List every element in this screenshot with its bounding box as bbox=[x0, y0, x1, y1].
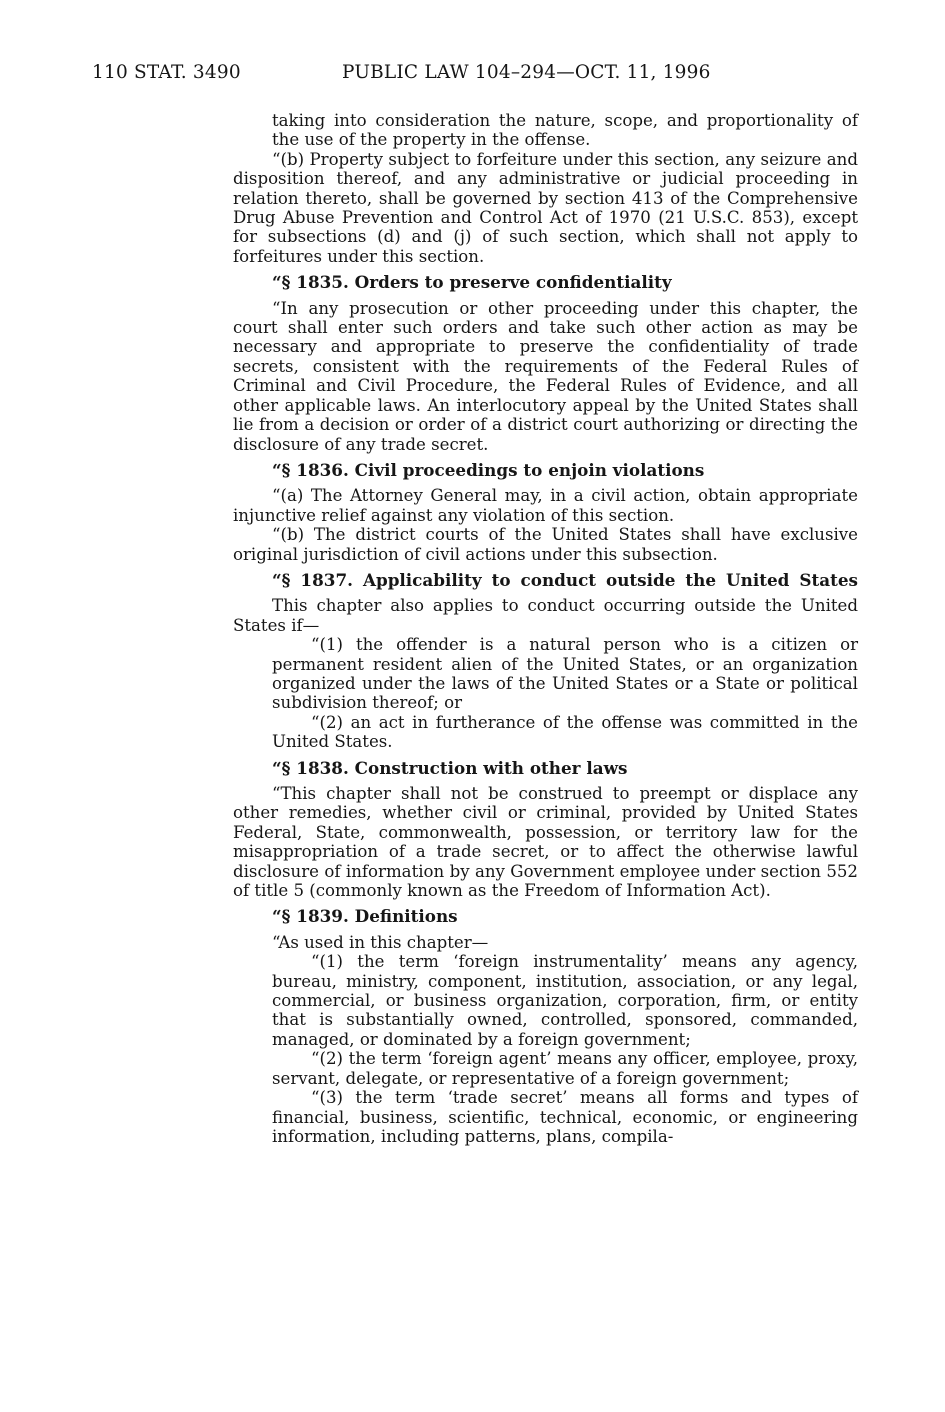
sec1836-b: “(b) The district courts of the United States shall have exclusive original jurisdiction of civil actions under this subsection. bbox=[233, 525, 858, 564]
sec1837-intro: This chapter also applies to conduct occurring outside the United States if— bbox=[233, 596, 858, 635]
sec1835-heading: “§ 1835. Orders to preserve confidentiality bbox=[272, 272, 672, 293]
sec1838-text: “This chapter shall not be construed to preempt or displace any other remedies, whether civil or criminal, provided by United States Federal, State, commonwealth, possession, or territory law for the misappropriation of a trade secret, or to affect the otherwise lawful disclosure of information by any Government employee under section 552 of title 5 (commonly known as the Freedom of Information Act). bbox=[233, 784, 858, 901]
sec1835-text: “In any prosecution or other proceeding under this chapter, the court shall enter such orders and take such other action as may be necessary and appropriate to preserve the confidentiality of trade secrets, consistent with the requirements of the Federal Rules of Criminal and Civil Procedure, the Federal Rules of Evidence, and all other applicable laws. An interlocutory appeal by the United States shall lie from a decision or order of a district court authorizing or directing the disclosure of any trade secret. bbox=[233, 298, 858, 454]
sec1836-heading: “§ 1836. Civil proceedings to enjoin violations bbox=[272, 459, 705, 480]
sec1834-b: “(b) Property subject to forfeiture under this section, any seizure and disposition thereof, and any administrative or judicial proceeding in relation thereto, shall be governed by section 413 of the Comprehensive Drug Abuse Prevention and Control Act of 1970 (21 U.S.C. 853), except for subsections (d) and (j) of such section, which shall not apply to forfeitures under this section. bbox=[233, 149, 858, 266]
public-law-citation: PUBLIC LAW 104–294—OCT. 11, 1996 bbox=[342, 62, 711, 83]
sec1839-para-3: “(3) the term ‘trade secret’ means all forms and types of financial, business, scientific, technical, economic, or engineering information, including patterns, plans, compila- bbox=[272, 1088, 858, 1146]
statute-body bbox=[233, 111, 858, 1146]
sec1839-para-2: “(2) the term ‘foreign agent’ means any officer, employee, proxy, servant, delegate, or representative of a foreign government; bbox=[272, 1049, 858, 1088]
page-header bbox=[92, 62, 852, 88]
sec1839-para-1: “(1) the term ‘foreign instrumentality’ means any agency, bureau, ministry, component, institution, association, or any legal, commercial, or business organization, corporation, firm, or entity that is substantially owned, controlled, sponsored, commanded, managed, or dominated by a foreign government; bbox=[272, 952, 858, 1049]
sec1837-para-2: “(2) an act in furtherance of the offense was committed in the United States. bbox=[272, 712, 858, 752]
sec1839-intro: “As used in this chapter— bbox=[272, 932, 489, 952]
sec1838-heading: “§ 1838. Construction with other laws bbox=[272, 757, 628, 778]
sec1839-heading: “§ 1839. Definitions bbox=[272, 906, 458, 927]
sec1837-heading: “§ 1837. Applicability to conduct outside the United States bbox=[272, 569, 858, 590]
sec1834-a-tail: taking into consideration the nature, scope, and proportionality of the use of the property in the offense. bbox=[272, 111, 858, 150]
sec1836-a: “(a) The Attorney General may, in a civil action, obtain appropriate injunctive relief against any violation of this section. bbox=[233, 486, 858, 525]
sec1837-para-1: “(1) the offender is a natural person who is a citizen or permanent resident alien of the United States, or an organization organized under the laws of the United States or a State or political subdivision thereof; or bbox=[272, 635, 858, 713]
stat-page-number: 110 STAT. 3490 bbox=[92, 62, 241, 83]
